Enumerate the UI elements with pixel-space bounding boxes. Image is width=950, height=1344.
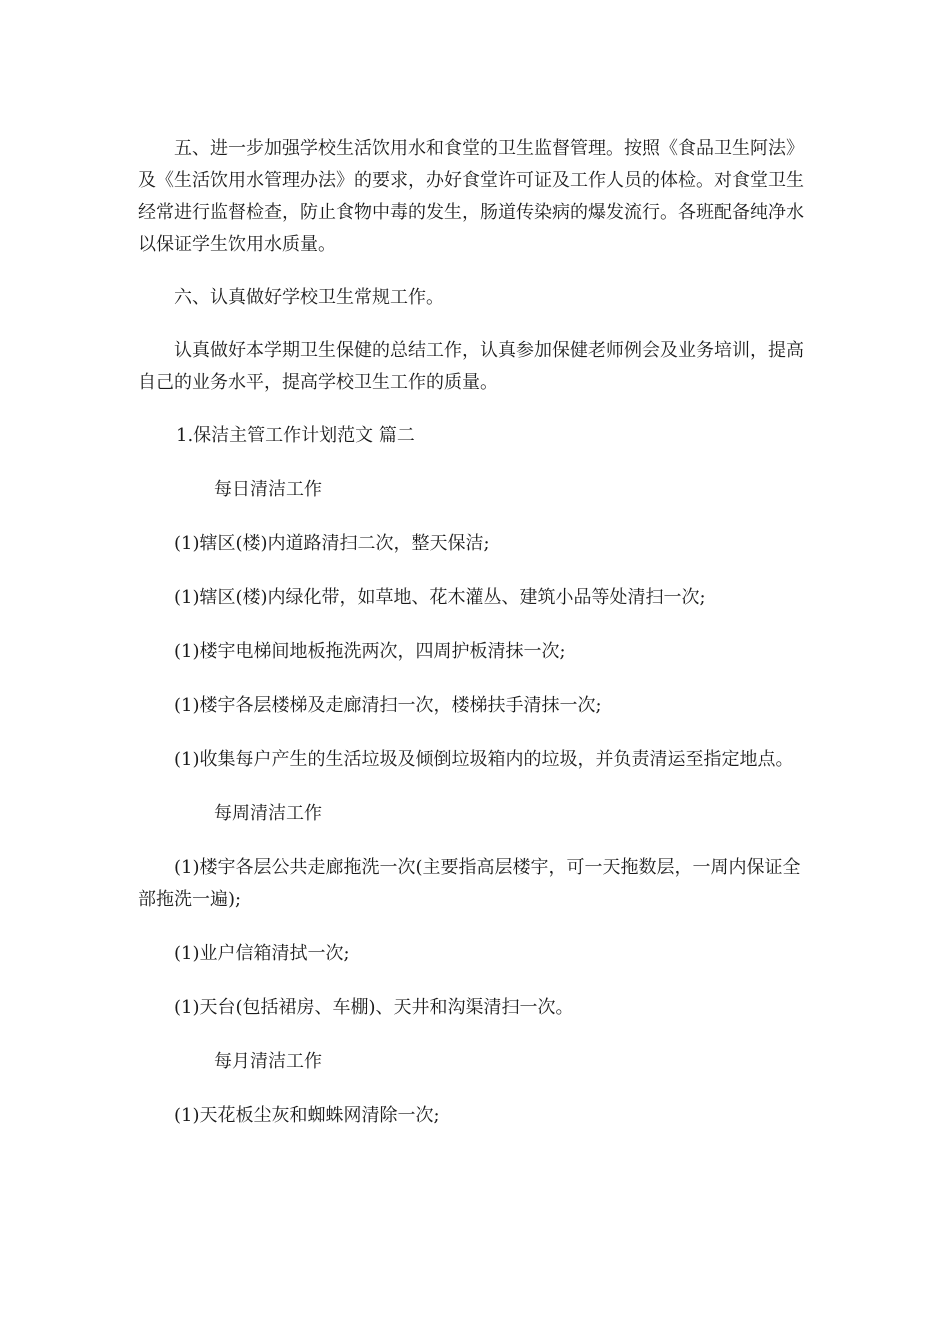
paragraph: (1)楼宇各层楼梯及走廊清扫一次，楼梯扶手清抹一次; [174,695,602,716]
document-body [138,133,818,1154]
paragraph: (1)楼宇电梯间地板拖洗两次，四周护板清抹一次; [174,641,566,662]
paragraph: (1)辖区(楼)内绿化带，如草地、花木灌丛、建筑小品等处清扫一次; [174,587,706,608]
section-heading: 1.保洁主管工作计划范文 篇二 [176,425,415,446]
subsection-title: 每月清洁工作 [214,1051,322,1072]
paragraph: (1)天台(包括裙房、车棚)、天井和沟渠清扫一次。 [174,997,574,1018]
paragraph: (1)收集每户产生的生活垃圾及倾倒垃圾箱内的垃圾，并负责清运至指定地点。 [174,749,794,770]
subsection-title: 每日清洁工作 [214,479,322,500]
paragraph: (1)楼宇各层公共走廊拖洗一次(主要指高层楼宇，可一天拖数层，一周内保证全部拖洗一遍); [138,857,801,910]
paragraph: 五、进一步加强学校生活饮用水和食堂的卫生监督管理。按照《食品卫生阿法》及《生活饮用水管理办法》的要求，办好食堂许可证及工作人员的体检。对食堂卫生经常进行监督检查，防止食物中毒的发生，肠道传染病的爆发流行。各班配备纯净水以保证学生饮用水质量。 [138,138,804,255]
paragraph: (1)辖区(楼)内道路清扫二次，整天保洁; [174,533,490,554]
paragraph: 认真做好本学期卫生保健的总结工作，认真参加保健老师例会及业务培训，提高自己的业务水平，提高学校卫生工作的质量。 [138,340,804,393]
subsection-title: 每周清洁工作 [214,803,322,824]
paragraph: (1)业户信箱清拭一次; [174,943,350,964]
paragraph: (1)天花板尘灰和蜘蛛网清除一次; [174,1105,440,1126]
paragraph: 六、认真做好学校卫生常规工作。 [174,287,444,308]
